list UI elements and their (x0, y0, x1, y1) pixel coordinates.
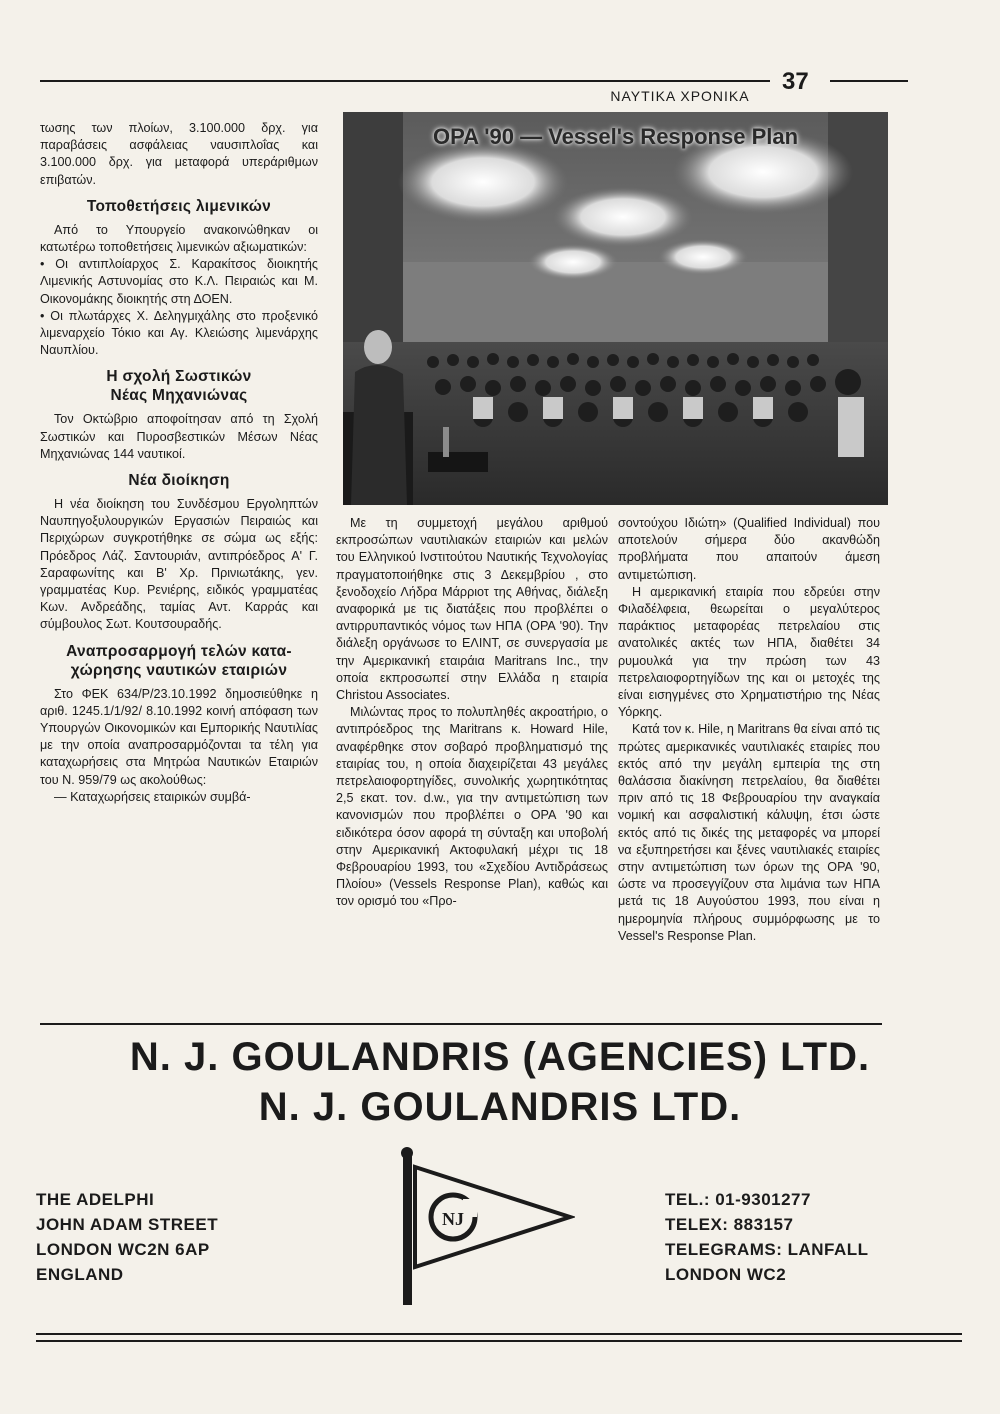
paragraph: Η νέα διοίκηση του Συνδέσμου Εργοληπτών Ναυπηγοξυλουργικών Εργασιών Πειραιώς και Περιχώρων συγκροτήθηκε σε σώμα ως εξής: Πρόεδρος Λάζ. Σαντουριάν, αντιπρόεδρος Α' Γ. Σαραφωνίτης και Β' Χρ. Πρινιωτάκης, γεν. γραμματέας Κυρ. Ρενιέρης, ειδικός γραμματέας Κων. Ανδρεάδης, ταμίας Αντ. Καρράς και σύμβουλος Σωτ. Κουτσουραδής. (40, 497, 318, 632)
paragraph: σοντούχου Ιδιώτη» (Qualified Individual) που αποτελούν σήμερα δύο ακανθώδη προβλήματα που απαιτούν άμεση αντιμετώπιση. (618, 516, 880, 582)
conference-photo-image (343, 112, 888, 505)
ad-contacts (665, 1187, 869, 1287)
section-title-new-administration: Νέα διοίκηση (128, 472, 230, 490)
pennant-logo-icon (385, 1145, 575, 1310)
paragraph: Από το Υπουργείο ανακοινώθηκαν οι κατωτέρω τοποθετήσεις λιμενικών αξιωματικών: (40, 222, 318, 255)
footer-rule-top (36, 1333, 962, 1335)
ad-company-name-1: N. J. GOULANDRIS (AGENCIES) LTD. (129, 1035, 871, 1079)
address-line: THE ADELPHI (36, 1190, 155, 1209)
page-number: 37 (782, 68, 809, 95)
section-title-fee-adjustment (40, 642, 318, 680)
bullet-item: • Οι πλωτάρχες Χ. Δεληγμιχάλης στο προξενικό λιμεναρχείο Τόκιο και Αγ. Κλειώσης λιμενάρχης Ναυπλίου. (40, 308, 318, 358)
title-line: Αναπροσαρμογή τελών κατα- (66, 642, 292, 660)
paragraph: Τον Οκτώβριο αποφοίτησαν από τη Σχολή Σωστικών και Πυροσβεστικών Μέσων Νέας Μηχανιώνας 144 ναυτικοί. (40, 412, 318, 461)
paragraph: Μιλώντας προς το πολυπληθές ακροατήριο, ο αντιπρόεδρος της Maritrans κ. Howard Hile, αναφέρθηκε στον σοβαρό προβληματισμό της εταιρίας του, η οποία διαχειρίζεται 43 μεγάλες πετρελαιοφορτηγίδες, συνολικής χωρητικότητας 2,5 εκατ. τον. d.w., για την αντιμετώπιση των κανονισμών που προβλέπει ο ΟΡΑ '90 και ειδικότερα όσον αφορά τη σύνταξη και υποβολή στην Αμερικανική Ακτοφυλακή μέχρι τις 18 Φεβρουαρίου 1993, του «Σχεδίου Αντιδράσεως Πλοίου» (Vessels Response Plan), καθώς και τον ορισμό του «Προ- (336, 705, 608, 909)
section-title-rescue-school (40, 367, 318, 405)
contact-line: LONDON WC2 (665, 1265, 787, 1284)
title-line: Η σχολή Σωστικών (106, 368, 252, 386)
left-column (40, 120, 318, 806)
publication-name: ΝΑΥΤΙΚΑ ΧΡΟΝΙΚΑ (610, 88, 750, 104)
contact-line: TELEX: 883157 (665, 1215, 794, 1234)
title-line: χώρησης ναυτικών εταιριών (70, 661, 288, 679)
paragraph: Κατά τον κ. Hile, η Maritrans θα είναι από τις πρώτες αμερικανικές ναυτιλιακές εταιρίες που εκτός από την μεγάλη εμπειρία της στη θαλάσσια διακίνηση πετρελαίου, θα διαθέτει πριν από τις 18 Φεβρουαρίου την αναγκαία νομική και ασφαλιστική κάλυψη, έτσι ώστε εκτός από τις δικές της μεταφορές να μπορεί να εξυπηρετήσει και ξένες ναυτιλιακές εταιρίες στην αντιμετώπιση των όρων της ΟΡΑ '90, ώστε να προσεγγίζουν στα λιμάνια των ΗΠΑ μετά τις 18 Αυγούστου 1993, που είναι η ημερομηνία πλήρους συμμόρφωσης με το Vessel's Response Plan. (618, 722, 880, 943)
section-title-port-appointments: Τοποθετήσεις λιμενικών (86, 197, 272, 215)
middle-column (336, 515, 608, 911)
title-line: Νέας Μηχανιώνας (110, 387, 248, 405)
intro-paragraph: τωσης των πλοίων, 3.100.000 δρχ. για παραβάσεις ασφάλειας ναυσιπλοΐας και 3.100.000 δρχ. για μεταφορά υπεράριθμων επιβατών. (40, 121, 318, 187)
address-line: LONDON WC2N 6AP (36, 1240, 210, 1259)
address-line: ENGLAND (36, 1265, 124, 1284)
paragraph: Η αμερικανική εταιρία που εδρεύει στην Φιλαδέλφεια, θεωρείται ο μεγαλύτερος παράκτιος μεταφορέας πετρελαίου στις ανατολικές ακτές των ΗΠΑ, διαθέτει 34 ρυμουλκά για την πρώση των 43 πετρελαιοφορτηγίδων της και οι μετοχές της είναι εισηγμένες στο Χρηματιστήριο της Νέας Υόρκης. (618, 584, 880, 720)
header-rule-right (830, 80, 908, 82)
contact-line: TELEGRAMS: LANFALL (665, 1240, 869, 1259)
conference-photo (343, 112, 888, 505)
paragraph: Με τη συμμετοχή μεγάλου αριθμού εκπροσώπων ναυτιλιακών εταιριών και μελών του Ελληνικού Ινστιτούτου Ναυτικής Τεχνολογίας πραγματοποιήθηκε στις 3 Δεκεμβρίου , στο ξενοδοχείο Λήδρα Μάρριοτ της Αθήνας, διάλεξη αναφορικά με τις διατάξεις που προβλέπει ο αντιρρυπαντικός νόμος των ΗΠΑ (ΟΡΑ '90). Την διάλεξη οργάνωσε το ΕΛΙΝΤ, σε συνεργασία με την Αμερικανική εταιράια Maritrans Inc., την οποία εκπροσωπεί στην Ελλάδα η εταιρία Christou Associates. (336, 516, 608, 703)
right-column (618, 515, 880, 945)
photo-caption: OPA '90 — Vessel's Response Plan (432, 124, 799, 149)
footer-rule-bottom (36, 1340, 962, 1342)
svg-text:NJ: NJ (442, 1209, 464, 1229)
address-line: JOHN ADAM STREET (36, 1215, 219, 1234)
paragraph: — Καταχωρήσεις εταιρικών συμβά- (54, 789, 251, 804)
article-end-rule (40, 1023, 882, 1025)
paragraph: Στο ΦΕΚ 634/Ρ/23.10.1992 δημοσιεύθηκε η αριθ. 1245.1/1/92/ 8.10.1992 κοινή απόφαση των Υπουργών Οικονομικών και Εμπορικής Ναυτιλίας με την οποία αναπροσαρμόζονται τα τέλη για καταχωρήσεις στα Μητρώα Ναυτικών Εταιριών του Ν. 959/79 ως ακολούθως: (40, 686, 318, 787)
ad-company-name-2: N. J. GOULANDRIS LTD. (258, 1085, 742, 1129)
contact-line: TEL.: 01-9301277 (665, 1190, 811, 1209)
header-rule-left (40, 80, 770, 82)
bullet-item: • Οι αντιπλοίαρχος Σ. Καρακίτσος διοικητής Λιμενικής Αστυνομίας στο Κ.Λ. Πειραιώς και Μ. Οικονομάκης διοικητής στη ΔΟΕΝ. (40, 257, 318, 306)
ad-address (36, 1187, 218, 1287)
